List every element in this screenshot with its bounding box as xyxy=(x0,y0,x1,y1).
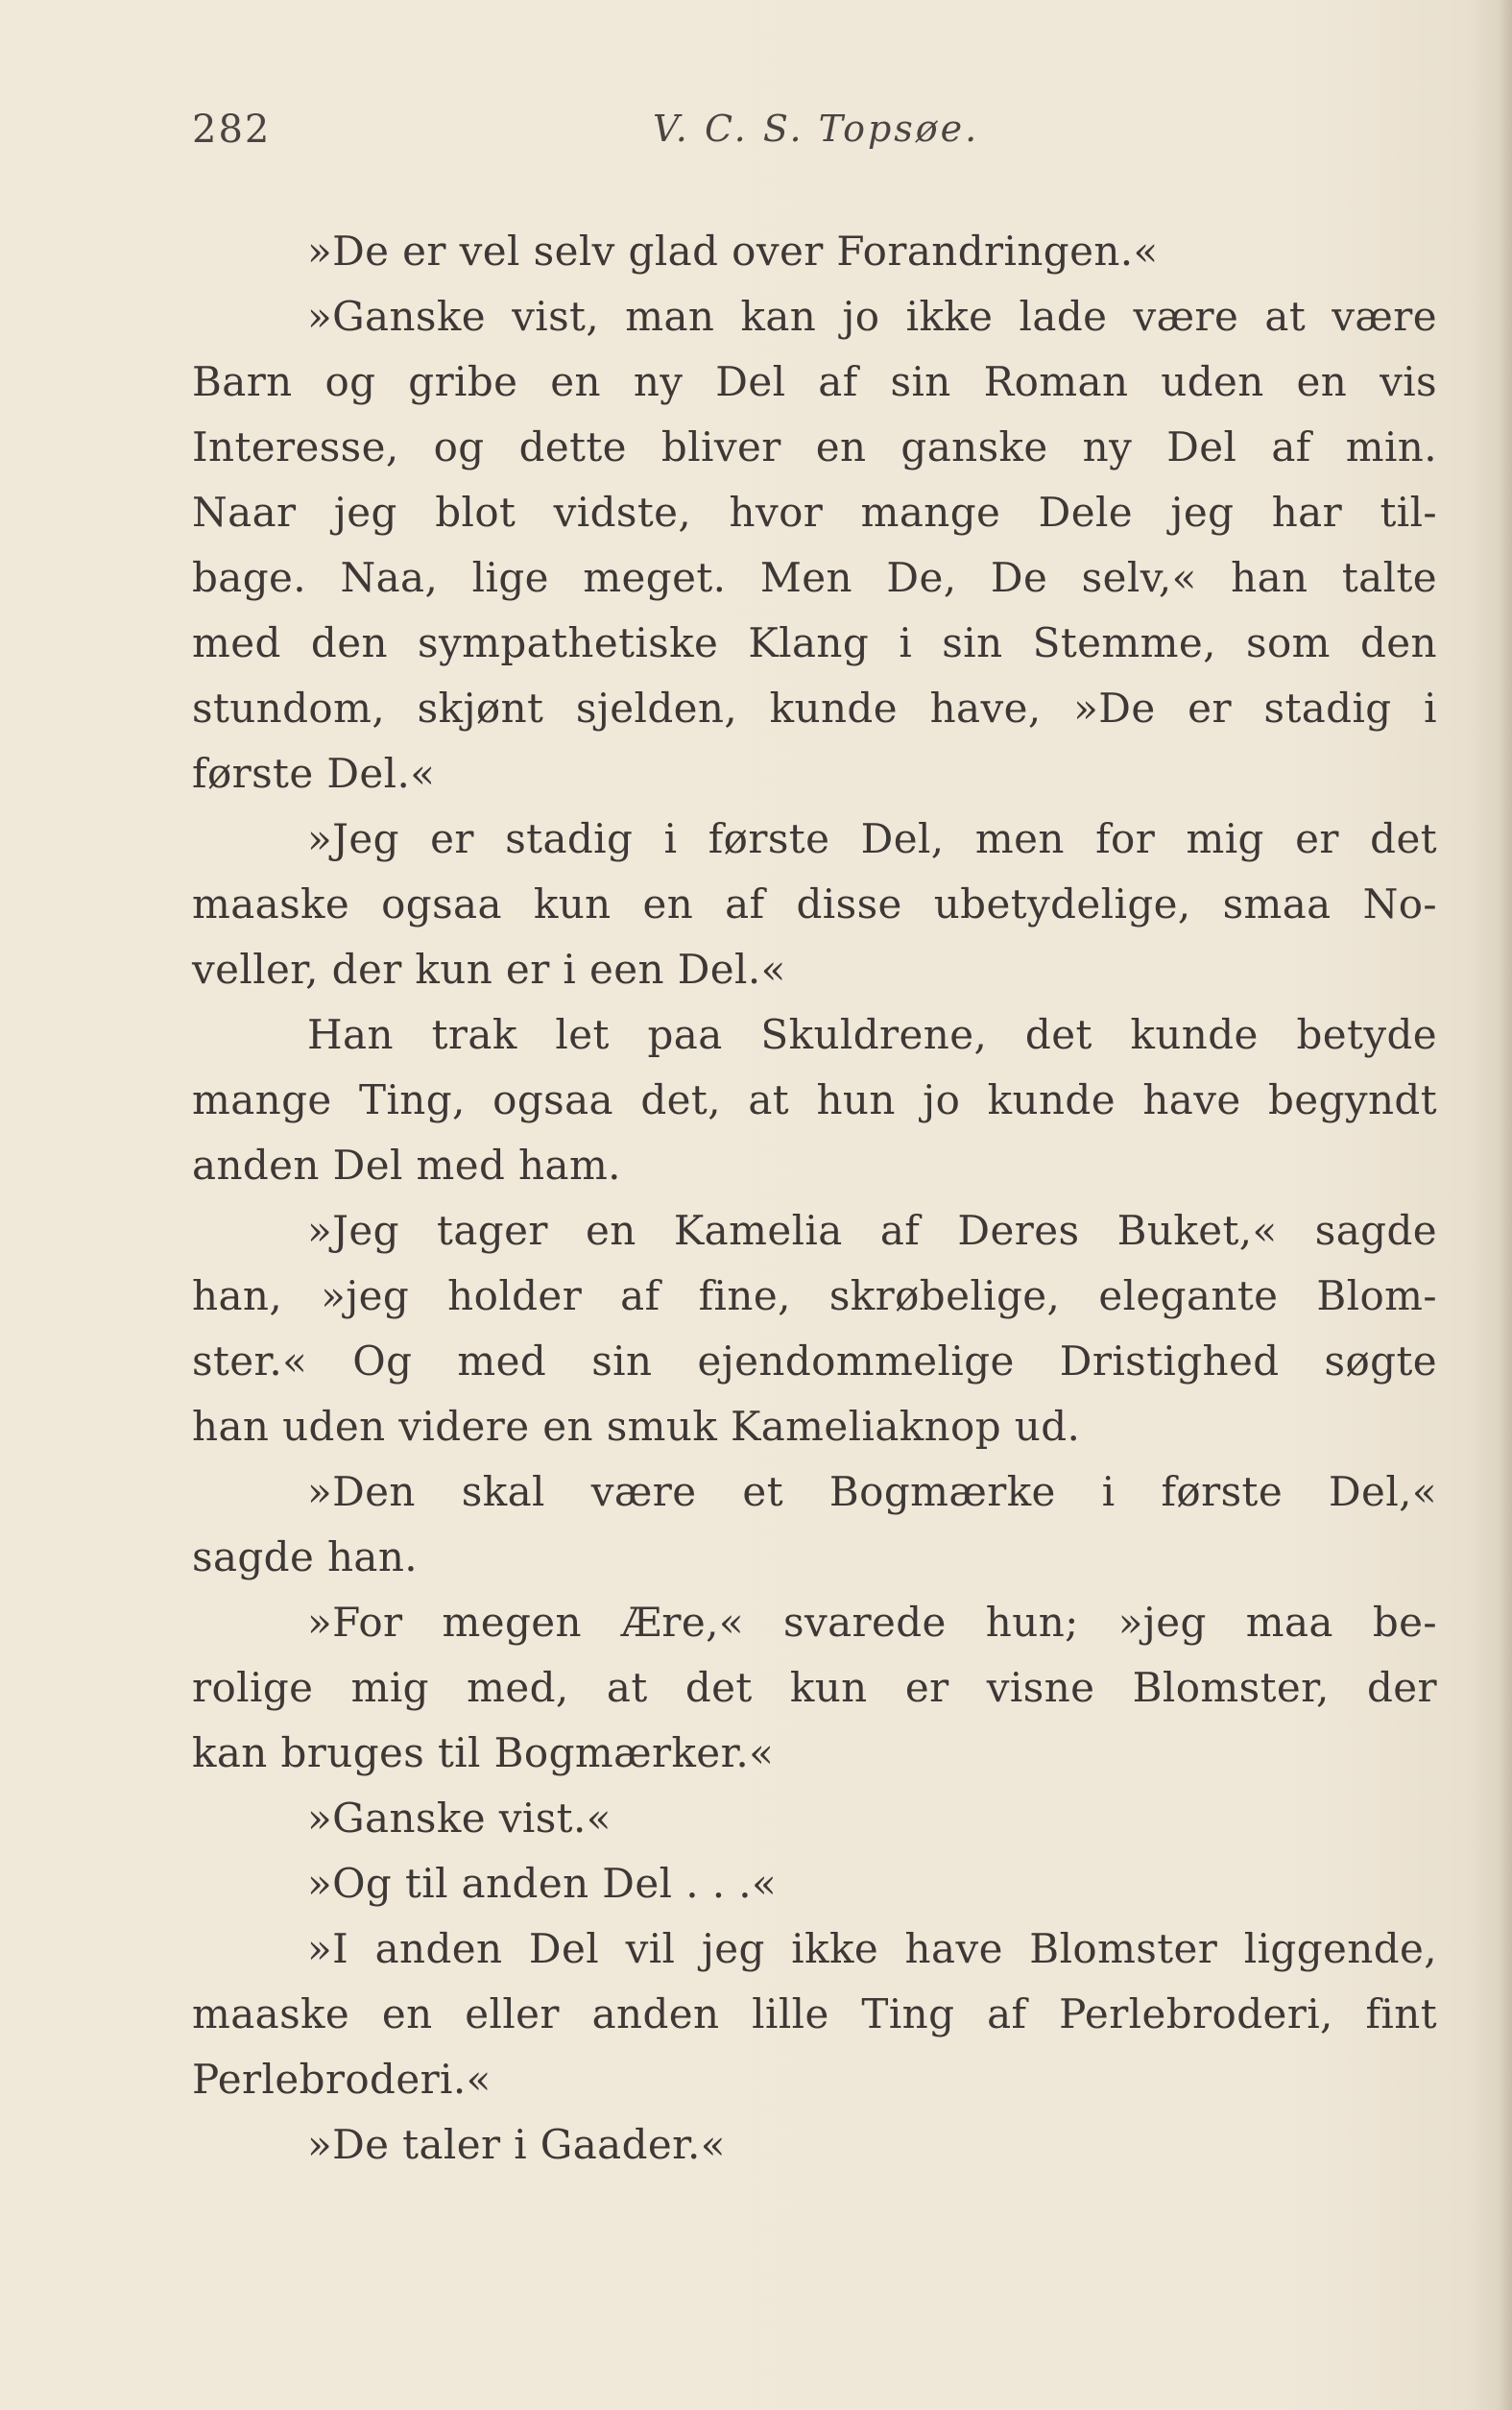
running-head-author: V. C. S. Topsøe. xyxy=(653,108,980,150)
text-line: sagde han. xyxy=(192,1533,419,1580)
text-line: Naar jeg blot vidste, hvor mange Dele jeg har til- xyxy=(192,489,1437,536)
text-line: bage. Naa, lige meget. Men De, De selv,« han talte xyxy=(192,554,1437,601)
text-line: »Ganske vist, man kan jo ikke lade være at være xyxy=(307,293,1437,340)
text-line: med den sympathetiske Klang i sin Stemme, som den xyxy=(192,619,1437,666)
text-line: Han trak let paa Skuldrene, det kunde betyde xyxy=(307,1011,1437,1058)
text-line: »For megen Ære,« svarede hun; »jeg maa be- xyxy=(307,1599,1437,1646)
text-line: han, »jeg holder af fine, skrøbelige, elegante Blom- xyxy=(192,1272,1437,1319)
text-line: han uden videre en smuk Kameliaknop ud. xyxy=(192,1403,1081,1450)
text-line: mange Ting, ogsaa det, at hun jo kunde have begyndt xyxy=(192,1076,1437,1123)
text-line: »Jeg tager en Kamelia af Deres Buket,« sagde xyxy=(307,1207,1437,1254)
text-line: stundom, skjønt sjelden, kunde have, »De er stadig i xyxy=(192,685,1437,732)
text-line: første Del.« xyxy=(192,750,436,797)
text-line: »I anden Del vil jeg ikke have Blomster liggende, xyxy=(307,1925,1437,1972)
page-header xyxy=(192,108,1440,165)
text-line: Interesse, og dette bliver en ganske ny Del af min. xyxy=(192,423,1437,470)
text-line: maaske en eller anden lille Ting af Perlebroderi, fint xyxy=(192,1990,1437,2037)
text-line: rolige mig med, at det kun er visne Blomster, der xyxy=(192,1664,1437,1711)
text-line: ster.« Og med sin ejendommelige Dristighed søgte xyxy=(192,1338,1437,1385)
text-line: veller, der kun er i een Del.« xyxy=(192,946,786,993)
text-line: Barn og gribe en ny Del af sin Roman uden en vis xyxy=(192,358,1437,405)
text-line: Perlebroderi.« xyxy=(192,2056,492,2103)
text-line: »Jeg er stadig i første Del, men for mig er det xyxy=(307,815,1437,862)
text-line: anden Del med ham. xyxy=(192,1142,621,1189)
text-line: »Den skal være et Bogmærke i første Del,« xyxy=(307,1468,1437,1515)
text-line: »Og til anden Del . . .« xyxy=(307,1860,778,1907)
text-line: »De taler i Gaader.« xyxy=(307,2121,726,2168)
text-line: maaske ogsaa kun en af disse ubetydelige, smaa No- xyxy=(192,880,1437,928)
text-line: kan bruges til Bogmærker.« xyxy=(192,1729,775,1776)
page-edge-shadow xyxy=(1499,0,1512,2410)
text-line: »Ganske vist.« xyxy=(307,1795,612,1842)
body-text xyxy=(192,219,1437,2178)
text-line: »De er vel selv glad over Forandringen.« xyxy=(307,228,1159,275)
page-number: 282 xyxy=(192,108,272,152)
